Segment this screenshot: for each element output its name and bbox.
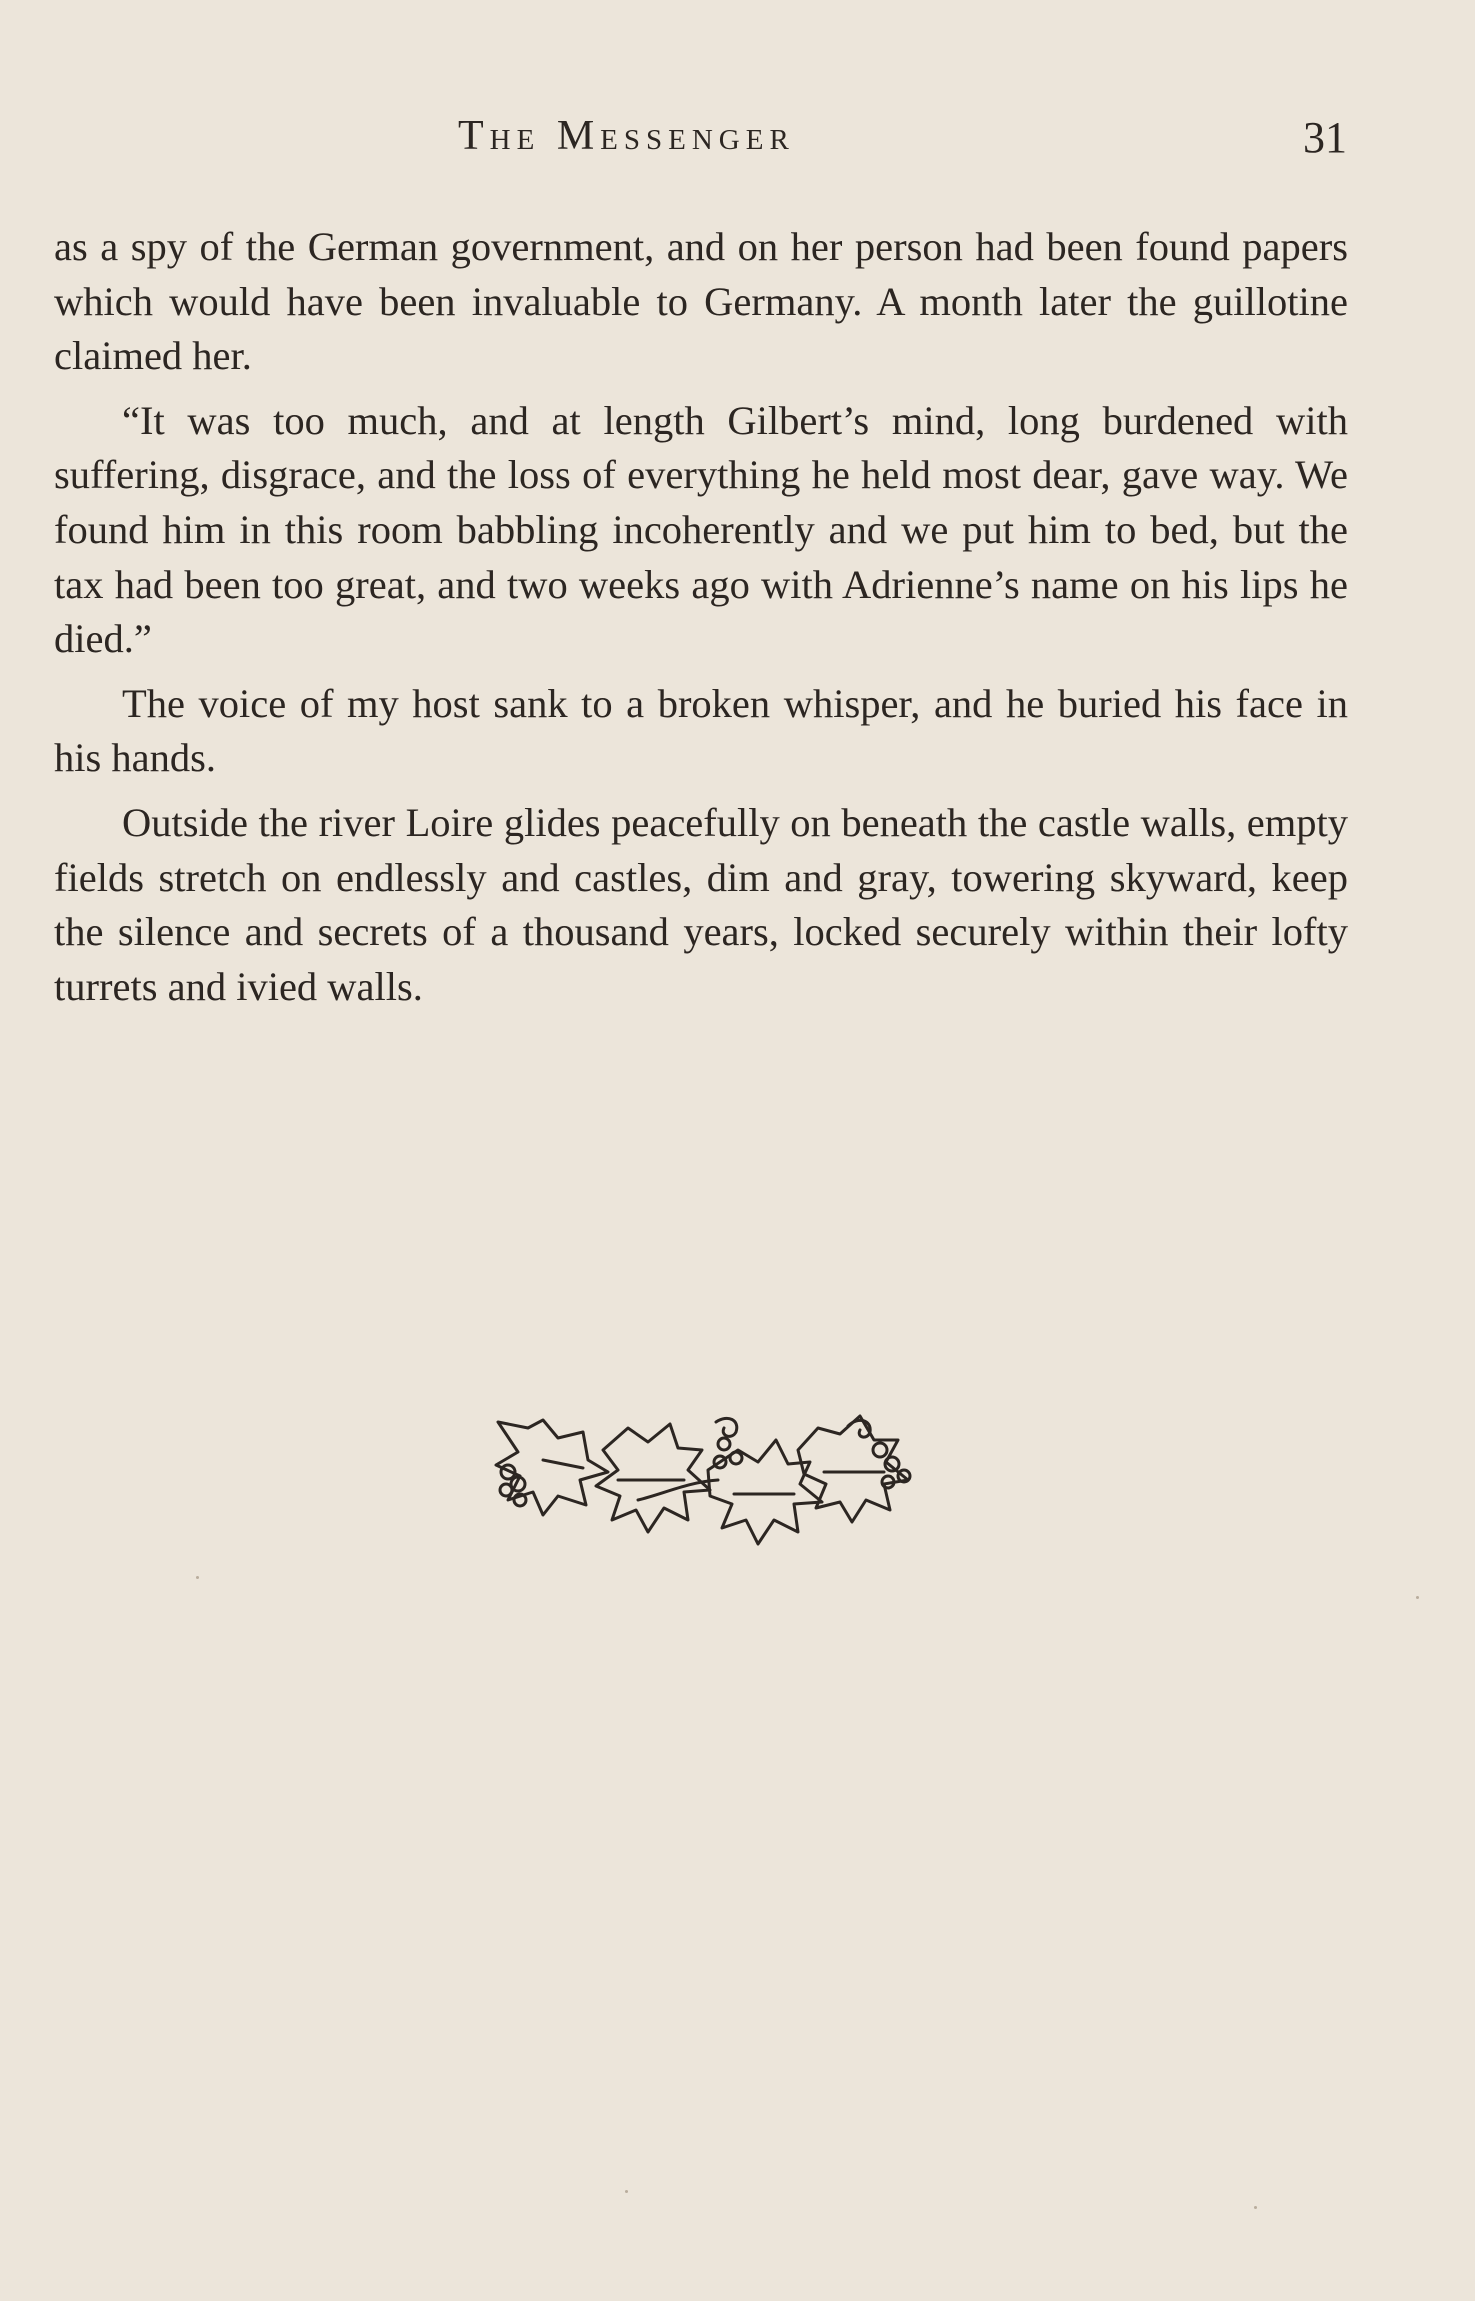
paper-speck <box>1254 2206 1257 2209</box>
paragraph: Outside the river Loire glides peacefully on beneath the castle walls, empty fields stretch on endlessly and castles, dim and gray, towering skyward, keep the silence and secrets of a thousand years, locked securely within their lofty turrets and ivied walls. <box>54 799 1348 1009</box>
body-text <box>54 220 1348 1024</box>
paper-speck <box>625 2190 628 2193</box>
paper-speck <box>1416 1596 1419 1599</box>
paragraph: The voice of my host sank to a broken whisper, and he buried his face in his hands. <box>54 680 1348 781</box>
paper-speck <box>196 1576 199 1579</box>
paragraph: “It was too much, and at length Gilbert’s mind, long burdened with suffering, disgrace, and the loss of everything he held most dear, gave way. We found him in this room babbling incoherently and we put him to bed, but the tax had been too great, and two weeks ago with Adrienne’s name on his lips he died.” <box>54 397 1348 662</box>
vine-leaf-ornament-icon <box>488 1410 918 1570</box>
paragraph: as a spy of the German government, and on her person had been found papers which would have been invaluable to Germany. A month later the guillotine claimed her. <box>54 224 1348 379</box>
running-title: The Messenger <box>458 113 795 159</box>
page-number: 31 <box>1303 113 1347 162</box>
page-header <box>0 112 1475 172</box>
